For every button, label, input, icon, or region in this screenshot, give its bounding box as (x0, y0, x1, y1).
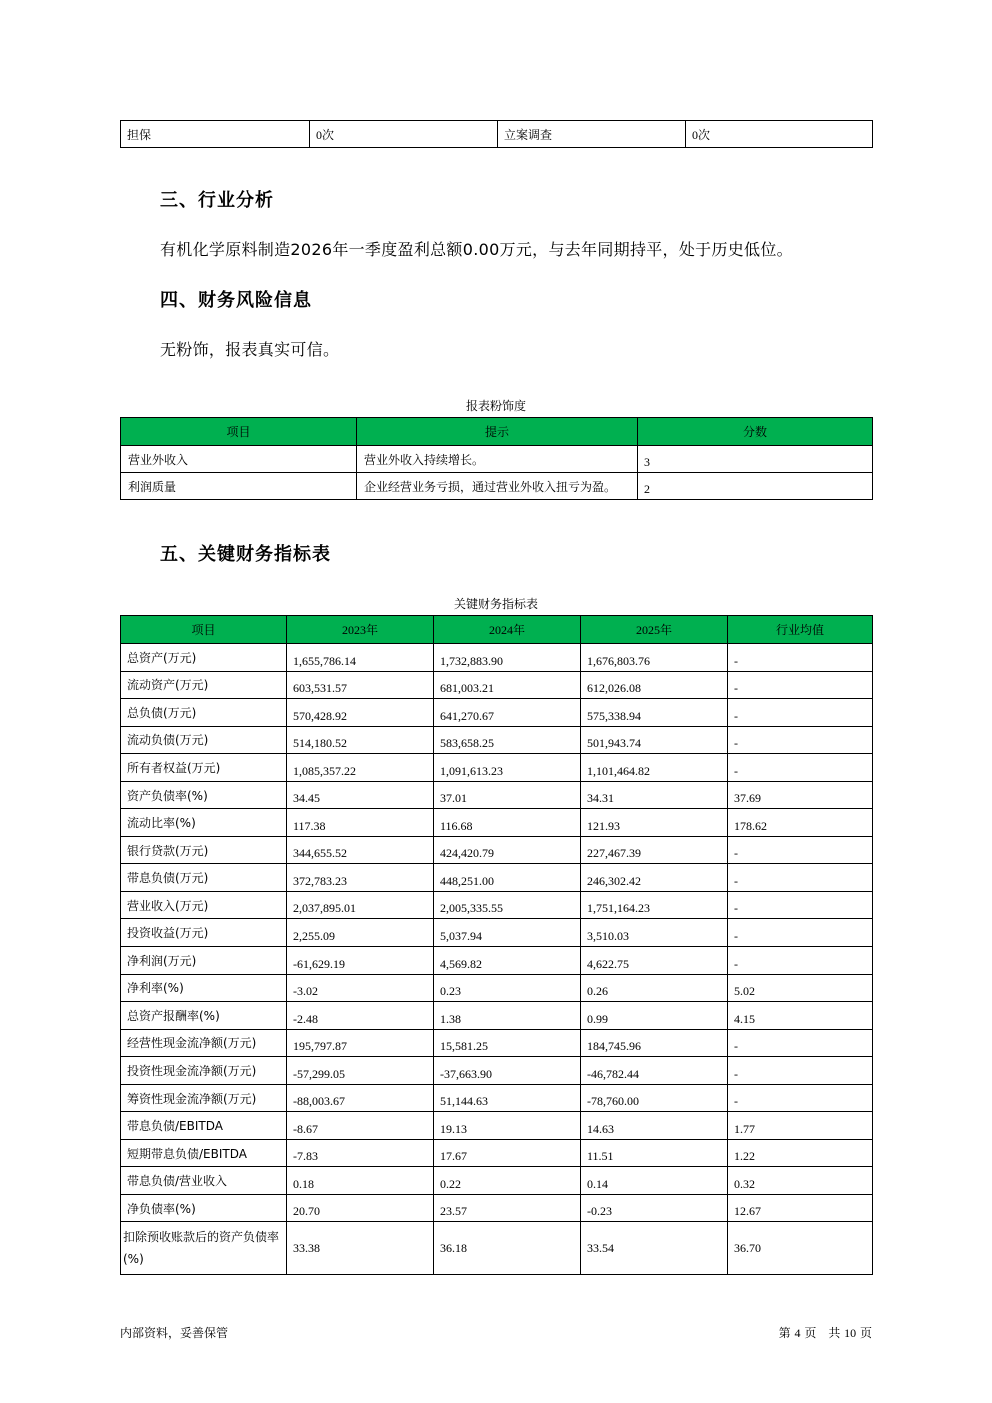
indicator-value: 2,005,335.55 (434, 891, 581, 919)
indicator-value: 575,338.94 (581, 699, 728, 727)
indicator-value: 0.32 (728, 1167, 873, 1195)
indicator-value: 227,467.39 (581, 836, 728, 864)
table-row (121, 864, 873, 892)
total-pages: 10 (844, 1326, 857, 1340)
indicator-value: - (728, 1057, 873, 1085)
indicator-value: 5,037.94 (434, 919, 581, 947)
indicator-label: 流动负债(万元) (121, 726, 287, 754)
table-row (121, 781, 873, 809)
indicator-value: -3.02 (287, 974, 434, 1002)
table-row (121, 891, 873, 919)
indicator-label: 总资产(万元) (121, 644, 287, 672)
indicator-value: 4,622.75 (581, 947, 728, 975)
indicator-value: 116.68 (434, 809, 581, 837)
indicator-value: - (728, 671, 873, 699)
indicator-value: 4.15 (728, 1002, 873, 1030)
industry-analysis-text: 有机化学原料制造2026年一季度盈利总额0.00万元，与去年同期持平，处于历史低位。 (160, 240, 793, 259)
indicator-value: -78,760.00 (581, 1084, 728, 1112)
indicator-value: 0.23 (434, 974, 581, 1002)
indicator-value: - (728, 836, 873, 864)
indicator-value: -57,299.05 (287, 1057, 434, 1085)
table-row (121, 809, 873, 837)
section-heading-kpi: 五、关键财务指标表 (160, 544, 331, 565)
indicator-label: 筹资性现金流净额(万元) (121, 1084, 287, 1112)
investigation-value: 0次 (686, 121, 873, 148)
indicator-value: 603,531.57 (287, 671, 434, 699)
indicator-value: 34.45 (287, 781, 434, 809)
indicator-value: 641,270.67 (434, 699, 581, 727)
indicator-value: - (728, 947, 873, 975)
indicator-value: - (728, 726, 873, 754)
indicator-value: 1,655,786.14 (287, 644, 434, 672)
column-header: 2025年 (581, 616, 728, 644)
score-cell: 2 (638, 473, 873, 500)
indicator-value: - (728, 891, 873, 919)
section-heading-industry: 三、行业分析 (160, 190, 274, 211)
indicator-value: - (728, 754, 873, 782)
indicator-value: 34.31 (581, 781, 728, 809)
indicator-value: -37,663.90 (434, 1057, 581, 1085)
page-prefix: 第 (778, 1326, 791, 1340)
indicator-value: 1.77 (728, 1112, 873, 1140)
indicator-label: 短期带息负债/EBITDA (121, 1139, 287, 1167)
indicator-value: 1.22 (728, 1139, 873, 1167)
indicator-value: 121.93 (581, 809, 728, 837)
column-header: 行业均值 (728, 616, 873, 644)
table-row (121, 473, 873, 500)
table-row (121, 446, 873, 473)
indicator-value: -61,629.19 (287, 947, 434, 975)
column-header: 提示 (357, 418, 638, 446)
indicator-label: 流动资产(万元) (121, 671, 287, 699)
indicator-value: 1,751,164.23 (581, 891, 728, 919)
indicator-value: 0.99 (581, 1002, 728, 1030)
guarantee-value: 0次 (310, 121, 498, 148)
indicator-value: 36.18 (434, 1222, 581, 1275)
table-row (121, 1084, 873, 1112)
indicator-value: 4,569.82 (434, 947, 581, 975)
hint-cell: 营业外收入持续增长。 (357, 446, 638, 473)
table-row (121, 644, 873, 672)
indicator-value: 51,144.63 (434, 1084, 581, 1112)
indicator-label: 净负债率(%) (121, 1194, 287, 1222)
column-header: 2023年 (287, 616, 434, 644)
table-row (121, 1167, 873, 1195)
indicator-value: -88,003.67 (287, 1084, 434, 1112)
indicator-label: 所有者权益(万元) (121, 754, 287, 782)
table-row (121, 1002, 873, 1030)
fraud-table-caption: 报表粉饰度 (465, 399, 526, 413)
indicator-label: 投资收益(万元) (121, 919, 287, 947)
indicator-value: 372,783.23 (287, 864, 434, 892)
indicator-value: 5.02 (728, 974, 873, 1002)
indicator-value: 37.69 (728, 781, 873, 809)
indicator-label: 总资产报酬率(%) (121, 1002, 287, 1030)
table-row (121, 671, 873, 699)
indicator-value: 1,085,357.22 (287, 754, 434, 782)
indicator-value: 570,428.92 (287, 699, 434, 727)
indicator-value: - (728, 699, 873, 727)
indicator-value: 33.38 (287, 1222, 434, 1275)
indicator-value: 23.57 (434, 1194, 581, 1222)
indicator-value: - (728, 919, 873, 947)
table-row (121, 1029, 873, 1057)
indicator-value: 514,180.52 (287, 726, 434, 754)
column-header: 项目 (121, 418, 357, 446)
table-row (121, 836, 873, 864)
indicator-label: 流动比率(%) (121, 809, 287, 837)
table-row (121, 1112, 873, 1140)
indicator-label: 经营性现金流净额(万元) (121, 1029, 287, 1057)
indicator-value: 117.38 (287, 809, 434, 837)
indicator-value: 195,797.87 (287, 1029, 434, 1057)
indicator-value: -2.48 (287, 1002, 434, 1030)
page-suffix: 页 (859, 1326, 872, 1340)
indicator-value: 1,101,464.82 (581, 754, 728, 782)
indicator-value: 11.51 (581, 1139, 728, 1167)
indicator-label: 资产负债率(%) (121, 781, 287, 809)
indicator-value: -7.83 (287, 1139, 434, 1167)
column-header: 项目 (121, 616, 287, 644)
indicator-value: 20.70 (287, 1194, 434, 1222)
hint-cell: 企业经营业务亏损，通过营业外收入扭亏为盈。 (357, 473, 638, 500)
indicator-value: 3,510.03 (581, 919, 728, 947)
key-financial-indicators-table (120, 615, 873, 1275)
kpi-table-body (121, 644, 873, 1275)
risk-info-text: 无粉饰，报表真实可信。 (160, 340, 340, 359)
indicator-value: 246,302.42 (581, 864, 728, 892)
table-row (121, 1194, 873, 1222)
indicator-label: 带息负债/营业收入 (121, 1167, 287, 1195)
current-page: 4 (794, 1326, 801, 1340)
indicator-value: 17.67 (434, 1139, 581, 1167)
table-header-row (121, 418, 873, 446)
table-row (121, 754, 873, 782)
indicator-value: - (728, 1084, 873, 1112)
table-row (121, 947, 873, 975)
indicator-value: -8.67 (287, 1112, 434, 1140)
table-header-row (121, 616, 873, 644)
table-row (121, 1222, 873, 1275)
table-row (121, 1057, 873, 1085)
table-row (121, 121, 873, 148)
indicator-value: 448,251.00 (434, 864, 581, 892)
indicator-value: 0.22 (434, 1167, 581, 1195)
indicator-value: - (728, 644, 873, 672)
confidentiality-note: 内部资料，妥善保管 (120, 1326, 229, 1340)
indicator-value: 1,091,613.23 (434, 754, 581, 782)
indicator-value: 12.67 (728, 1194, 873, 1222)
page-number (779, 1324, 872, 1341)
indicator-value: 344,655.52 (287, 836, 434, 864)
indicator-value: 184,745.96 (581, 1029, 728, 1057)
indicator-label: 净利率(%) (121, 974, 287, 1002)
indicator-value: -46,782.44 (581, 1057, 728, 1085)
score-cell: 3 (638, 446, 873, 473)
indicator-value: 1.38 (434, 1002, 581, 1030)
indicator-value: 15,581.25 (434, 1029, 581, 1057)
indicator-value: 14.63 (581, 1112, 728, 1140)
fraud-degree-table (120, 417, 873, 500)
item-cell: 营业外收入 (121, 446, 357, 473)
indicator-value: 583,658.25 (434, 726, 581, 754)
indicator-label: 银行贷款(万元) (121, 836, 287, 864)
indicator-value: 681,003.21 (434, 671, 581, 699)
indicator-value: 424,420.79 (434, 836, 581, 864)
indicator-value: 37.01 (434, 781, 581, 809)
indicator-value: 33.54 (581, 1222, 728, 1275)
table-row (121, 919, 873, 947)
indicator-label: 带息负债/EBITDA (121, 1112, 287, 1140)
indicator-value: 1,732,883.90 (434, 644, 581, 672)
indicator-label: 净利润(万元) (121, 947, 287, 975)
indicator-value: 19.13 (434, 1112, 581, 1140)
page-mid: 页 共 (804, 1326, 841, 1340)
table-row (121, 1139, 873, 1167)
indicator-value: 1,676,803.76 (581, 644, 728, 672)
risk-summary-table (120, 120, 873, 148)
column-header: 分数 (638, 418, 873, 446)
indicator-value: 0.18 (287, 1167, 434, 1195)
table-row (121, 726, 873, 754)
guarantee-label: 担保 (121, 121, 310, 148)
indicator-label: 总负债(万元) (121, 699, 287, 727)
indicator-label: 营业收入(万元) (121, 891, 287, 919)
indicator-value: 36.70 (728, 1222, 873, 1275)
table-row (121, 974, 873, 1002)
indicator-value: 0.26 (581, 974, 728, 1002)
section-heading-risk: 四、财务风险信息 (160, 290, 312, 311)
kpi-table-caption: 关键财务指标表 (453, 597, 538, 611)
indicator-value: 2,255.09 (287, 919, 434, 947)
indicator-label: 扣除预收账款后的资产负债率(%) (121, 1222, 287, 1275)
indicator-value: 2,037,895.01 (287, 891, 434, 919)
indicator-value: 0.14 (581, 1167, 728, 1195)
indicator-label: 投资性现金流净额(万元) (121, 1057, 287, 1085)
indicator-value: -0.23 (581, 1194, 728, 1222)
table-row (121, 699, 873, 727)
indicator-value: - (728, 864, 873, 892)
indicator-value: 612,026.08 (581, 671, 728, 699)
indicator-value: 178.62 (728, 809, 873, 837)
column-header: 2024年 (434, 616, 581, 644)
item-cell: 利润质量 (121, 473, 357, 500)
investigation-label: 立案调查 (498, 121, 686, 148)
indicator-value: - (728, 1029, 873, 1057)
indicator-label: 带息负债(万元) (121, 864, 287, 892)
indicator-value: 501,943.74 (581, 726, 728, 754)
